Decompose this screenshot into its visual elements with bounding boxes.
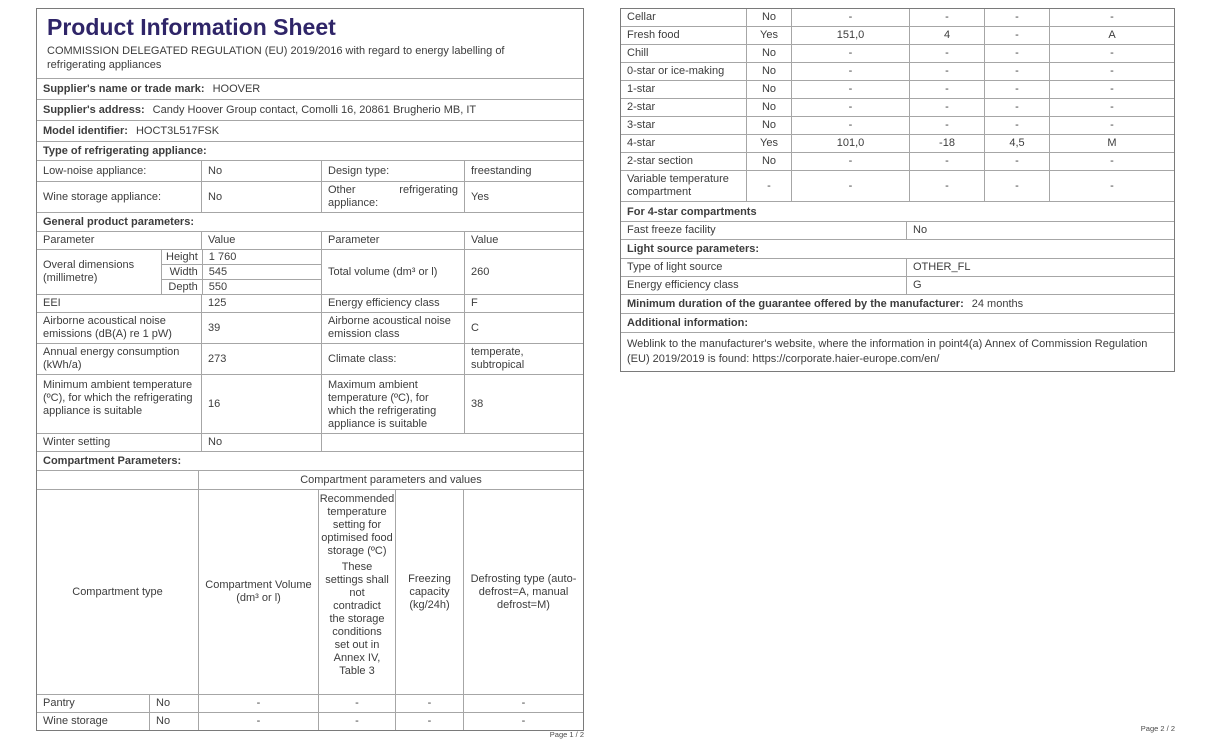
general-column-headers: [37, 231, 583, 249]
compartment-temperature: -: [909, 63, 984, 80]
row-1-star: [621, 80, 1174, 98]
width-value: 545: [202, 265, 321, 279]
type-section-header: Type of refrigerating appliance:: [37, 141, 583, 160]
compartment-present: No: [149, 713, 198, 730]
compartment-volume: -: [791, 63, 909, 80]
supplier-address-label: Supplier's address:: [43, 104, 145, 116]
efficiency-class-value: F: [464, 295, 583, 312]
compartment-freezing: -: [984, 117, 1049, 134]
fast-freeze-label: Fast freeze facility: [627, 224, 716, 236]
compartment-present: No: [746, 117, 791, 134]
compartment-label: Wine storage: [43, 715, 108, 727]
supplier-address-value: Candy Hoover Group contact, Comolli 16, 20861 Brugherio MB, IT: [152, 104, 477, 116]
compartment-present: No: [746, 81, 791, 98]
page2-sheet: [620, 8, 1175, 372]
compartment-freezing: -: [984, 27, 1049, 44]
compartment-defrost: M: [1049, 135, 1174, 152]
guarantee-label: Minimum duration of the guarantee offered by the manufacturer:: [627, 298, 964, 310]
compartment-defrost: -: [1049, 63, 1174, 80]
page2-footer: Page 2 / 2: [1140, 724, 1175, 733]
climate-class-value: temperate, subtropical: [464, 344, 583, 374]
compartment-label: Fresh food: [627, 29, 680, 41]
light-efficiency-value: G: [906, 277, 1174, 294]
model-identifier-row: [37, 120, 583, 141]
guarantee-row: [621, 294, 1174, 313]
fast-freeze-value: No: [906, 222, 1174, 239]
height-value: 1 760: [202, 250, 321, 264]
noise-class-label: Airborne acoustical noise emission class: [321, 313, 464, 343]
compartment-defrost: -: [1049, 81, 1174, 98]
compartment-freezing: -: [984, 171, 1049, 201]
total-volume-value: 260: [464, 250, 583, 294]
row-3-star: [621, 116, 1174, 134]
width-label: Width: [169, 266, 198, 278]
compartment-volume: -: [791, 81, 909, 98]
compartment-freezing: 4,5: [984, 135, 1049, 152]
compartment-defrost: -: [463, 695, 583, 712]
min-ambient-label: Minimum ambient temperature (ºC), for which the refrigerating appliance is suitable: [43, 379, 193, 417]
additional-info-section-header: Additional information:: [621, 313, 1174, 332]
weblink-text: Weblink to the manufacturer's website, where the information in point4(a) Annex of Commission Regulation (EU) 2019/2019 is found: https://corporate.haier-europe.com/en/: [627, 338, 1148, 365]
other-refrigerating-value: Yes: [464, 182, 583, 212]
compartment-temperature: -: [909, 45, 984, 62]
compartment-volume: -: [791, 45, 909, 62]
compartment-span-header-row: [37, 470, 583, 489]
ambient-temperature-row: [37, 374, 583, 433]
compartment-volume: -: [791, 117, 909, 134]
dimensions-subtable: [161, 250, 321, 294]
compartment-freezing: -: [984, 153, 1049, 170]
col-header-defrosting-type: Defrosting type (auto-defrost=A, manual defrost=M): [463, 490, 583, 694]
eei-row: [37, 294, 583, 312]
compartment-label: 2-star section: [627, 155, 694, 167]
row-0-star: [621, 62, 1174, 80]
compartment-freezing: -: [395, 695, 463, 712]
compartment-defrost: -: [463, 713, 583, 730]
height-label: Height: [166, 251, 198, 263]
guarantee-value: 24 months: [971, 298, 1024, 310]
compartment-freezing: -: [984, 9, 1049, 26]
row-4-star: [621, 134, 1174, 152]
low-noise-label: Low-noise appliance:: [43, 164, 147, 177]
col-header-compartment-type: Compartment type: [72, 585, 163, 598]
row-chill: [621, 44, 1174, 62]
efficiency-class-label: Energy efficiency class: [321, 295, 464, 312]
compartment-defrost: -: [1049, 171, 1174, 201]
light-efficiency-row: [621, 276, 1174, 294]
compartment-present: No: [746, 153, 791, 170]
winter-setting-row: [37, 433, 583, 451]
compartment-temperature: -: [318, 695, 395, 712]
supplier-name-row: [37, 78, 583, 99]
max-ambient-value: 38: [464, 375, 583, 433]
compartment-temperature: -: [909, 9, 984, 26]
annual-energy-label: Annual energy consumption (kWh/a): [43, 346, 180, 371]
weblink-row: [621, 332, 1174, 371]
col-header-temperature-note: These settings shall not contradict the storage conditions set out in Annex IV, Table 3: [325, 561, 389, 677]
compartment-column-headers: [37, 489, 583, 694]
compartment-volume: -: [198, 713, 318, 730]
light-source-type-label: Type of light source: [627, 261, 723, 273]
noise-emissions-label: Airborne acoustical noise emissions (dB(A) re 1 pW): [43, 315, 172, 340]
col-header-compartment-volume: Compartment Volume (dm³ or l): [198, 490, 318, 694]
wine-storage-label: Wine storage appliance:: [43, 190, 162, 203]
compartment-present: No: [746, 63, 791, 80]
regulation-subtitle: COMMISSION DELEGATED REGULATION (EU) 2019/2016 with regard to energy labelling of refrigerating appliances: [47, 45, 505, 71]
dimensions-label: Overal dimensions (millimetre): [43, 259, 135, 284]
compartment-defrost: -: [1049, 99, 1174, 116]
model-identifier-label: Model identifier:: [43, 125, 128, 137]
noise-class-value: C: [464, 313, 583, 343]
energy-climate-row: [37, 343, 583, 374]
noise-emissions-value: 39: [201, 313, 321, 343]
compartment-present: Yes: [746, 27, 791, 44]
supplier-name-label: Supplier's name or trade mark:: [43, 83, 205, 95]
low-noise-design-row: [37, 160, 583, 181]
row-fresh-food: [621, 26, 1174, 44]
depth-value: 550: [202, 280, 321, 294]
supplier-address-row: [37, 99, 583, 120]
for-4star-section-header: For 4-star compartments: [621, 201, 1174, 221]
compartment-present: No: [746, 45, 791, 62]
compartment-freezing: -: [984, 45, 1049, 62]
compartment-freezing: -: [984, 81, 1049, 98]
row-2-star-section: [621, 152, 1174, 170]
compartment-volume: -: [791, 153, 909, 170]
compartment-freezing: -: [395, 713, 463, 730]
compartment-temperature: -: [909, 81, 984, 98]
compartment-temperature: -: [318, 713, 395, 730]
compartment-span-header: Compartment parameters and values: [198, 471, 583, 489]
row-variable-temperature: [621, 170, 1174, 201]
page1-sheet: [36, 8, 584, 731]
compartment-defrost: -: [1049, 45, 1174, 62]
compartment-label: Cellar: [627, 11, 656, 23]
low-noise-value: No: [201, 161, 321, 181]
supplier-name-value: HOOVER: [212, 83, 261, 95]
general-section-header: General product parameters:: [37, 212, 583, 231]
climate-class-label: Climate class:: [321, 344, 464, 374]
compartment-span-empty-cell: [37, 471, 198, 489]
compartment-present: No: [746, 99, 791, 116]
title-block: [37, 9, 583, 78]
compartment-temperature: -: [909, 99, 984, 116]
compartment-volume: 101,0: [791, 135, 909, 152]
compartment-present: No: [149, 695, 198, 712]
compartment-present: -: [746, 171, 791, 201]
compartment-freezing: -: [984, 63, 1049, 80]
compartment-temperature: 4: [909, 27, 984, 44]
light-efficiency-label: Energy efficiency class: [627, 279, 739, 291]
winter-setting-value: No: [201, 434, 321, 451]
dimension-depth-row: [162, 279, 321, 294]
compartment-defrost: -: [1049, 9, 1174, 26]
compartment-volume: -: [791, 99, 909, 116]
compartment-label: 1-star: [627, 83, 656, 95]
col-header-parameter-1: Parameter: [43, 234, 95, 246]
depth-label: Depth: [168, 281, 198, 293]
min-ambient-value: 16: [201, 375, 321, 433]
col-header-freezing-capacity: Freezing capacity (kg/24h): [395, 490, 463, 694]
dimensions-row: [37, 249, 583, 294]
row-pantry: [37, 694, 583, 712]
dimension-width-row: [162, 264, 321, 279]
design-type-label: Design type:: [321, 161, 464, 181]
row-2-star: [621, 98, 1174, 116]
compartment-freezing: -: [984, 99, 1049, 116]
compartment-present: Yes: [746, 135, 791, 152]
compartment-label: 0-star or ice-making: [627, 65, 725, 77]
compartment-volume: -: [791, 9, 909, 26]
noise-row: [37, 312, 583, 343]
compartment-defrost: -: [1049, 117, 1174, 134]
winter-setting-label: Winter setting: [43, 436, 111, 448]
compartment-label: Variable temperature compartment: [627, 173, 729, 198]
light-source-type-row: [621, 258, 1174, 276]
row-cellar: [621, 9, 1174, 26]
annual-energy-value: 273: [201, 344, 321, 374]
light-source-type-value: OTHER_FL: [906, 259, 1174, 276]
compartment-temperature: -18: [909, 135, 984, 152]
eei-label: EEI: [43, 297, 61, 309]
dimension-height-row: [162, 250, 321, 264]
compartment-volume: -: [198, 695, 318, 712]
compartment-label: 4-star: [627, 137, 656, 149]
other-refrigerating-label: Other refrigerating appliance:: [321, 182, 464, 212]
compartment-section-header: Compartment Parameters:: [37, 451, 583, 470]
compartment-label: Pantry: [43, 697, 75, 709]
light-source-section-header: Light source parameters:: [621, 239, 1174, 258]
eei-value: 125: [201, 295, 321, 312]
wine-other-row: [37, 181, 583, 212]
winter-setting-empty-cell: [321, 434, 583, 451]
col-header-parameter-2: Parameter: [321, 232, 464, 249]
compartment-temperature: -: [909, 117, 984, 134]
total-volume-label: Total volume (dm³ or l): [321, 250, 464, 294]
col-header-temperature: [318, 490, 395, 694]
compartment-defrost: A: [1049, 27, 1174, 44]
compartment-label: 2-star: [627, 101, 656, 113]
compartment-temperature: -: [909, 171, 984, 201]
compartment-present: No: [746, 9, 791, 26]
compartment-label: 3-star: [627, 119, 656, 131]
wine-storage-value: No: [201, 182, 321, 212]
compartment-temperature: -: [909, 153, 984, 170]
compartment-defrost: -: [1049, 153, 1174, 170]
page1-footer: Page 1 / 2: [549, 730, 584, 739]
model-identifier-value: HOCT3L517FSK: [135, 125, 220, 137]
design-type-value: freestanding: [464, 161, 583, 181]
page-title: Product Information Sheet: [47, 14, 336, 40]
fast-freeze-row: [621, 221, 1174, 239]
row-wine-storage: [37, 712, 583, 730]
compartment-label: Chill: [627, 47, 649, 59]
col-header-value-2: Value: [464, 232, 583, 249]
compartment-volume: 151,0: [791, 27, 909, 44]
col-header-temperature-main: Recommended temperature setting for optimised food storage (ºC): [319, 493, 395, 557]
col-header-value-1: Value: [201, 232, 321, 249]
compartment-volume: -: [791, 171, 909, 201]
max-ambient-label: Maximum ambient temperature (ºC), for which the refrigerating appliance is suitable: [321, 375, 464, 433]
